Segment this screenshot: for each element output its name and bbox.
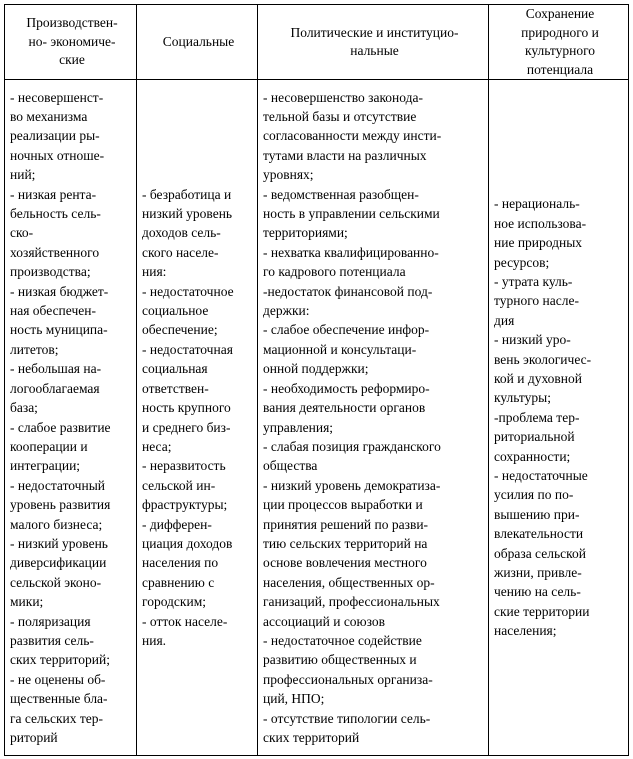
cell-text-line: - необходимость реформиро- xyxy=(263,380,430,396)
cell-text-line: риториальной xyxy=(494,429,575,445)
cell-text-line: - несовершенство законода- xyxy=(263,89,424,105)
cell-text-line: - дифферен- xyxy=(142,516,212,532)
cell-text-line: - недостаточные xyxy=(494,468,588,484)
cell-text-line: мики; xyxy=(10,594,44,610)
header-social xyxy=(137,5,258,80)
header-line: ские xyxy=(59,52,85,68)
header-line: Производствен- xyxy=(26,15,118,31)
cell-text-line: - нехватка квалифицированно- xyxy=(263,244,439,260)
cell-text-line: бельность сель- xyxy=(10,206,101,222)
cell-text-line: ние природных xyxy=(494,235,583,251)
cell-text-line: - не оценены об- xyxy=(10,671,106,687)
cell-text-line: вень экологичес- xyxy=(494,351,592,367)
header-line: культурного xyxy=(524,43,596,58)
cell-text-line: -проблема тер- xyxy=(494,409,580,425)
cell-text-line: жизни, привле- xyxy=(494,565,582,581)
cell-text-line: - нерациональ- xyxy=(494,196,580,212)
cell-text-line: сельской эконо- xyxy=(10,574,102,590)
cell-text-line: ность муниципа- xyxy=(10,322,108,338)
cell-text-line: - небольшая на- xyxy=(10,361,102,377)
cell-text-line: реализации ры- xyxy=(10,128,100,144)
cell-text-line: - слабое обеспечение инфор- xyxy=(263,322,430,338)
cell-text-line: ганизаций, профессиональных xyxy=(263,594,440,610)
cell-text-line: профессиональных организа- xyxy=(263,671,433,687)
cell-text-line: циация доходов xyxy=(142,535,233,551)
cell-text-line: - недостаточное xyxy=(142,283,234,299)
cell-text-line: - низкий уро- xyxy=(494,332,571,348)
cell-text-line: дия xyxy=(494,312,515,328)
header-line: потенциала xyxy=(526,61,594,77)
cell-text-line: мационной и консультаци- xyxy=(263,341,417,357)
factors-table xyxy=(4,4,629,756)
cell-text-line: -недостаток финансовой под- xyxy=(263,283,433,299)
cell-text-line: вания деятельности органов xyxy=(263,400,426,416)
cell-text-line: фраструктуры; xyxy=(142,497,228,513)
cell-text-line: ния. xyxy=(142,632,167,648)
cell-text-line: городским; xyxy=(142,594,206,610)
header-line: нальные xyxy=(350,43,399,58)
cell-text-line: ное использова- xyxy=(494,215,587,231)
cell-text-line: социальное xyxy=(142,303,209,319)
cell-text-line: неса; xyxy=(142,438,172,454)
cell-text-line: уровнях; xyxy=(263,167,314,183)
header-line: Социальные xyxy=(162,33,235,49)
cell-text-line: онной поддержки; xyxy=(263,361,369,377)
cell-text-line: ассоциаций и союзов xyxy=(263,613,386,629)
cell-text-line: населения; xyxy=(494,623,557,639)
cell-text-line: тутами власти на различных xyxy=(263,147,427,163)
cell-text-line: - несовершенст- xyxy=(10,89,104,105)
cell-text-line: развития сель- xyxy=(10,632,94,648)
cell-text-line: во механизма xyxy=(10,109,88,124)
cell-text-line: - ведомственная разобщен- xyxy=(263,186,419,202)
cell-text-line: - безработица и xyxy=(142,186,232,202)
header-line: но- экономиче- xyxy=(28,33,116,49)
cell-text-line: - отток населе- xyxy=(142,613,228,629)
cell-text-line: ответствен- xyxy=(142,380,209,396)
cell-text-line: риторий xyxy=(10,730,58,745)
cell-text-line: ность в управлении сельскими xyxy=(263,206,440,222)
cell-text-line: ночных отноше- xyxy=(10,147,105,163)
cell-text-line: культуры; xyxy=(494,390,551,406)
cell-text-line: управления; xyxy=(263,419,334,435)
cell-text-line: низкий уровень xyxy=(142,206,233,222)
content-row xyxy=(5,80,629,756)
cell-text-line: га сельских тер- xyxy=(10,710,103,726)
cell-text-line: социальная xyxy=(142,361,208,377)
cell-text-line: - поляризация xyxy=(10,613,91,629)
cell-text-line: обеспечение; xyxy=(142,322,218,338)
cell-text-line: усилия по по- xyxy=(494,487,574,503)
cell-text-line: ских территорий xyxy=(263,730,360,745)
header-political xyxy=(258,5,489,80)
cell-text-line: логооблагаемая xyxy=(10,380,100,396)
header-line: Политические и институцио- xyxy=(290,24,459,40)
cell-text-line: - низкая бюджет- xyxy=(10,283,109,299)
header-line: природного и xyxy=(521,24,599,40)
cell-text-line: населения по xyxy=(142,555,219,571)
cell-text-line: основе вовлечения местного xyxy=(263,555,427,571)
cell-text-line: ресурсов; xyxy=(494,254,550,270)
cell-text-line: малого бизнеса; xyxy=(10,516,103,532)
cell-text-line: сравнению с xyxy=(142,574,215,590)
cell-text-line: ско- xyxy=(10,225,34,241)
cell-text-line: - недостаточная xyxy=(142,341,233,357)
cell-text-line: общества xyxy=(263,458,318,474)
cell-text-line: образа сельской xyxy=(494,545,586,561)
cell-text-line: территориями; xyxy=(263,225,348,241)
cell-text-line: ний; xyxy=(10,167,36,183)
cell-text-line: ная обеспечен- xyxy=(10,303,96,319)
cell-text-line: кой и духовной xyxy=(494,370,583,386)
cell-text-line: производства; xyxy=(10,264,91,280)
cell-text-line: - низкая рента- xyxy=(10,186,97,202)
cell-text-line: щественные бла- xyxy=(10,691,108,707)
cell-text-line: вышению при- xyxy=(494,506,580,522)
cell-text-line: ции процессов выработки и xyxy=(263,497,423,513)
cell-text-line: диверсификации xyxy=(10,555,107,571)
cell-text-line: влекательности xyxy=(494,526,584,542)
cell-economic xyxy=(5,80,137,756)
cell-text-line: - недостаточное содействие xyxy=(263,632,422,648)
cell-text-line: база; xyxy=(10,400,38,416)
cell-text-line: чению на сель- xyxy=(494,584,581,600)
cell-text-line: литетов; xyxy=(10,341,59,357)
cell-text-line: - неразвитость xyxy=(142,458,226,474)
header-natural-cultural xyxy=(489,5,629,80)
cell-text-line: кооперации и xyxy=(10,438,88,454)
cell-text-line: ского населе- xyxy=(142,244,219,260)
cell-text-line: турного насле- xyxy=(494,293,579,309)
cell-political xyxy=(258,80,489,756)
cell-text-line: - недостаточный xyxy=(10,477,105,493)
header-economic xyxy=(5,5,137,80)
cell-text-line: сохранности; xyxy=(494,448,571,464)
cell-text-line: ность крупного xyxy=(142,400,231,416)
cell-text-line: - низкий уровень xyxy=(10,535,108,551)
cell-text-line: согласованности между инсти- xyxy=(263,128,442,144)
cell-text-line: го кадрового потенциала xyxy=(263,264,406,280)
cell-text-line: населения, общественных ор- xyxy=(263,574,435,590)
cell-natural-cultural xyxy=(489,80,629,756)
cell-text-line: доходов сель- xyxy=(142,225,221,241)
header-row xyxy=(5,5,629,80)
cell-text-line: - слабое развитие xyxy=(10,419,111,435)
cell-text-line: ских территорий; xyxy=(10,652,110,668)
cell-text-line: развитию общественных и xyxy=(263,652,417,668)
cell-social xyxy=(137,80,258,756)
cell-text-line: - слабая позиция гражданского xyxy=(263,438,441,454)
cell-text-line: ния: xyxy=(142,264,167,280)
cell-text-line: держки: xyxy=(263,303,310,319)
cell-text-line: - утрата куль- xyxy=(494,273,573,289)
cell-text-line: интеграции; xyxy=(10,458,81,474)
cell-text-line: - низкий уровень демократиза- xyxy=(263,477,441,493)
header-line: Сохранение xyxy=(525,6,595,21)
cell-text-line: - отсутствие типологии сель- xyxy=(263,710,431,726)
cell-text-line: ций, НПО; xyxy=(263,691,325,707)
cell-text-line: и среднего биз- xyxy=(142,419,231,435)
cell-text-line: уровень развития xyxy=(10,497,111,513)
cell-text-line: хозяйственного xyxy=(10,244,100,260)
cell-text-line: принятия решений по разви- xyxy=(263,516,429,532)
cell-text-line: сельской ин- xyxy=(142,477,216,493)
cell-text-line: тию сельских территорий на xyxy=(263,535,428,551)
cell-text-line: ские территории xyxy=(494,603,590,619)
cell-text-line: тельной базы и отсутствие xyxy=(263,109,417,124)
